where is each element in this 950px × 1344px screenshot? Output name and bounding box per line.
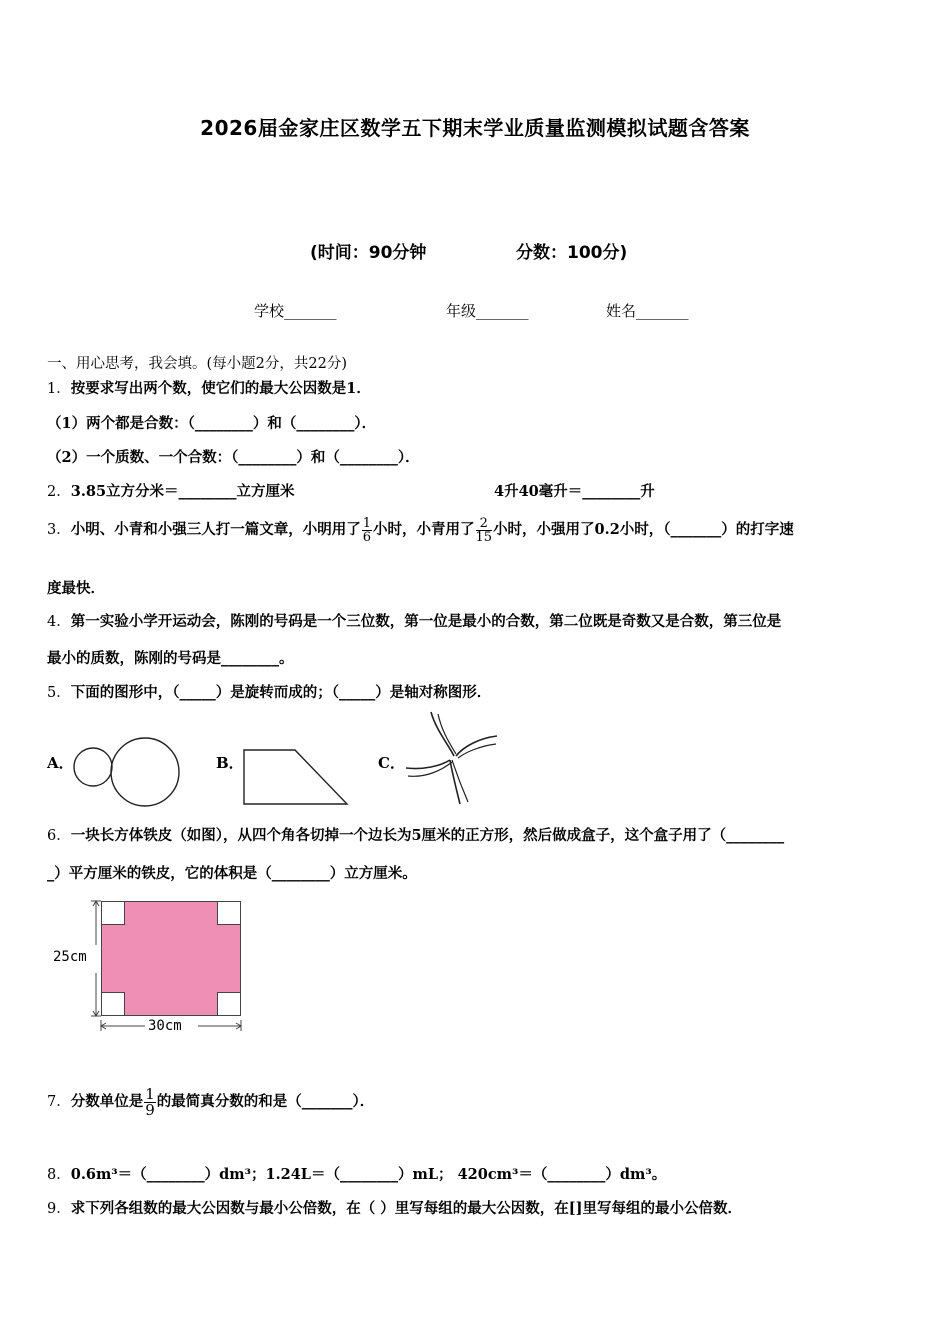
exam-time: (时间：90分钟 (310, 243, 427, 263)
question-number: 9． (47, 1201, 71, 1217)
school-field: 学校_______ (254, 302, 337, 320)
question-4-line-2: 最小的质数，陈刚的号码是________。 (47, 650, 294, 667)
question-number: 4． (47, 614, 71, 630)
fraction-two-fifteenths (476, 517, 493, 544)
option-b-label: B． (216, 754, 244, 772)
trapezoid-figure (240, 746, 352, 808)
fraction-one-ninth (144, 1084, 156, 1119)
question-text: 求下列各组数的最大公因数与最小公倍数，在（ ）里写每组的最大公因数，在[]里写每组的最小公倍数． (70, 1200, 742, 1217)
name-field: 姓名_______ (606, 302, 689, 320)
question-1-part-2: （2）一个质数、一个合数：（________）和（________）． (47, 449, 420, 466)
two-circles-figure (70, 735, 185, 810)
question-text: 按要求写出两个数，使它们的最大公因数是1． (70, 380, 371, 397)
option-c-label: C． (378, 754, 405, 772)
dimension-lines (50, 893, 250, 1038)
fraction-denominator: 6 (362, 529, 372, 545)
question-text: 下面的图形中，（_____）是旋转而成的；（_____）是轴对称图形． (70, 684, 492, 701)
question-6 (47, 824, 784, 845)
question-text: 一块长方体铁皮（如图），从四个角各切掉一个边长为5厘米的正方形，然后做成盒子，这个盒子用了（________ (70, 827, 785, 844)
question-2 (47, 480, 295, 501)
question-2-left: 3.85立方分米＝________立方厘米 (70, 483, 295, 500)
question-text: 的最简真分数的和是（_______）． (156, 1093, 375, 1110)
fraction-denominator: 9 (145, 1100, 155, 1119)
question-number: 1． (47, 381, 71, 397)
fraction-numerator: 2 (476, 517, 493, 531)
grade-field: 年级_______ (446, 302, 529, 320)
question-3 (47, 508, 794, 552)
question-text: 分数单位是 (70, 1093, 144, 1110)
question-9 (47, 1197, 742, 1218)
question-2-right: 4升40毫升＝________升 (494, 483, 655, 500)
question-3-line-2: 度最快． (47, 580, 105, 597)
question-text: 0.6m³＝（________）dm³；1.24L＝（________）mL； 420cm³＝（________）dm³。 (70, 1166, 667, 1183)
width-label: 30cm (148, 1018, 182, 1034)
question-number: 7． (47, 1094, 71, 1110)
question-number: 2． (47, 484, 71, 500)
question-1-part-1: （1）两个都是合数：（________）和（________）． (47, 415, 377, 432)
page-title: 2026届金家庄区数学五下期末学业质量监测模拟试题含答案 (200, 116, 750, 140)
question-4 (47, 610, 781, 631)
question-1 (47, 377, 371, 398)
question-text: 小明、小青和小强三人打一篇文章，小明用了 (70, 521, 361, 538)
fraction-denominator: 15 (475, 529, 493, 545)
section-heading: 一、用心思考，我会填。(每小题2分，共22分) (47, 356, 347, 372)
question-text: 第一实验小学开运动会，陈刚的号码是一个三位数，第一位是最小的合数，第二位既是奇数又是合数，第三位是 (70, 613, 782, 630)
question-number: 6． (47, 828, 71, 844)
exam-score: 分数：100分) (516, 243, 628, 263)
question-text: 小时，小青用了 (373, 521, 475, 538)
question-text: 小时，小强用了0.2小时，（_______）的打字速 (493, 521, 794, 538)
question-8 (47, 1163, 666, 1184)
fraction-numerator: 1 (362, 515, 372, 531)
fraction-numerator: 1 (145, 1084, 155, 1103)
fraction-one-sixth (362, 517, 372, 544)
height-label: 25cm (53, 949, 87, 965)
question-number: 3． (47, 522, 71, 538)
question-number: 8． (47, 1167, 71, 1183)
question-7 (47, 1078, 374, 1126)
pinwheel-figure (398, 708, 506, 810)
question-5 (47, 681, 491, 702)
option-a-label: A． (47, 754, 74, 772)
question-6-line-2: _）平方厘米的铁皮，它的体积是（________）立方厘米。 (47, 865, 417, 882)
question-number: 5． (47, 685, 71, 701)
sheet-metal-figure (50, 893, 250, 1038)
